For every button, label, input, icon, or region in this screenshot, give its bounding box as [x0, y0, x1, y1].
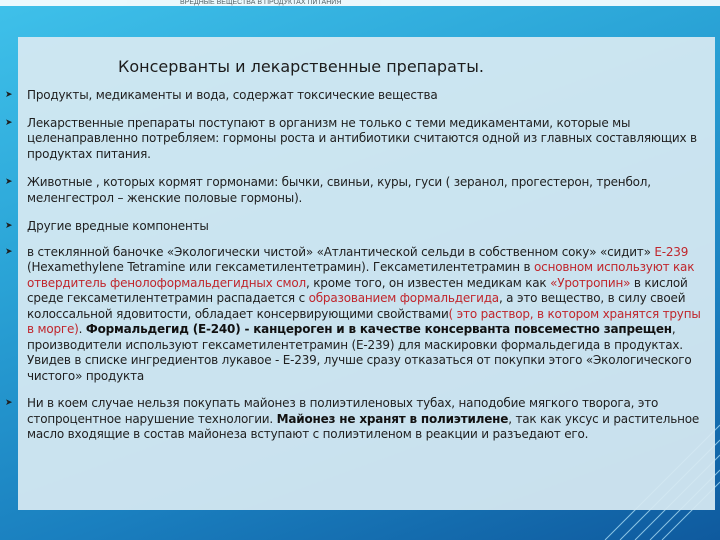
highlight-bold-text: Майонез не хранят в полиэтилене [276, 411, 509, 426]
highlight-red-text: образованием формальдегида [308, 291, 499, 305]
bullet-item [0, 175, 712, 206]
bullet-text-segment: , производители используют гексаметилентетрамин (Е-239) для маскировки формальдегида в продуктах. Увидев в списке ингредиентов лукавое - Е-239, лучше сразу отказаться от покупки этого «Экологического чистого» продукта [27, 322, 692, 383]
bullet-text-segment: (Hexamethylene Tetramine или гексаметилентетрамин). Гексаметилентетрамин в [27, 260, 535, 274]
bullet-text-segment: , а это вещество, в силу своей колоссальной ядовитости, обладает консервирующими свойствами [27, 291, 686, 321]
bullet-text: Животные , которых кормят гормонами: бычки, свиньи, куры, гуси ( зеранол, прогестерон, тренбол, меленгестрол – женские половые гормоны). [27, 175, 651, 205]
bullet-item [0, 88, 712, 104]
bullet-text: Другие вредные компоненты [27, 219, 209, 233]
bullet-text-segment: Ни в коем случае нельзя покупать майонез в полиэтиленовых тубах, наподобие мягкого творога, это стопроцентное нарушение технологии. [27, 396, 659, 426]
bullet-list [0, 88, 712, 443]
bullet-text-segment: , кроме того, он известен медикам как [306, 275, 551, 290]
bullet-arrow-icon: ➤ [5, 177, 13, 187]
highlight-red-text: основном используют как отвердитель фенолоформальдегидных смол [27, 260, 695, 290]
highlight-red-text: «Уротропин» [550, 275, 631, 290]
top-strip [0, 0, 720, 6]
bullet-arrow-icon: ➤ [5, 117, 13, 128]
bullet-item [0, 116, 712, 163]
bullet-text-segment: . [78, 322, 86, 336]
bullet-arrow-icon: ➤ [5, 398, 13, 408]
highlight-bold-text: Формальдегид (Е-240) - канцероген и в качестве консерванта повсеместно запрещен [85, 322, 672, 336]
bullet-text: Лекарственные препараты поступают в организм не только с теми медикаментами, которые мы целенаправленно потребляем: гормоны роста и антибиотики считаются одной из главных составляющих в продуктах питания. [27, 115, 697, 161]
bullet-arrow-icon: ➤ [5, 221, 13, 231]
bullet-text-segment: , так как уксус и растительное масло входящие в состав майонеза вступают с полиэтиленом в реакции и разъедают его. [27, 411, 700, 441]
bullet-arrow-icon: ➤ [5, 246, 13, 257]
bullet-item [0, 396, 712, 443]
bullet-text: Продукты, медикаменты и вода, содержат токсические вещества [27, 88, 438, 102]
bullet-text-segment: в кислой среде гексаметилентетрамин распадается с [27, 275, 688, 305]
bullet-item [0, 219, 712, 235]
bullet-item [0, 245, 712, 385]
highlight-red-text: ( это раствор, в котором хранятся трупы в морге) [27, 306, 701, 336]
bullet-arrow-icon: ➤ [5, 90, 13, 100]
slide-title: Консерванты и лекарственные препараты. [118, 57, 484, 76]
highlight-red-text: Е-239 [654, 244, 689, 259]
bullet-text-segment: в стеклянной баночке «Экологически чистой» «Атлантической сельди в собственном соку» «сидит» [27, 244, 655, 259]
top-strip-text: ВРЕДНЫЕ ВЕЩЕСТВА В ПРОДУКТАХ ПИТАНИЯ [180, 0, 342, 6]
